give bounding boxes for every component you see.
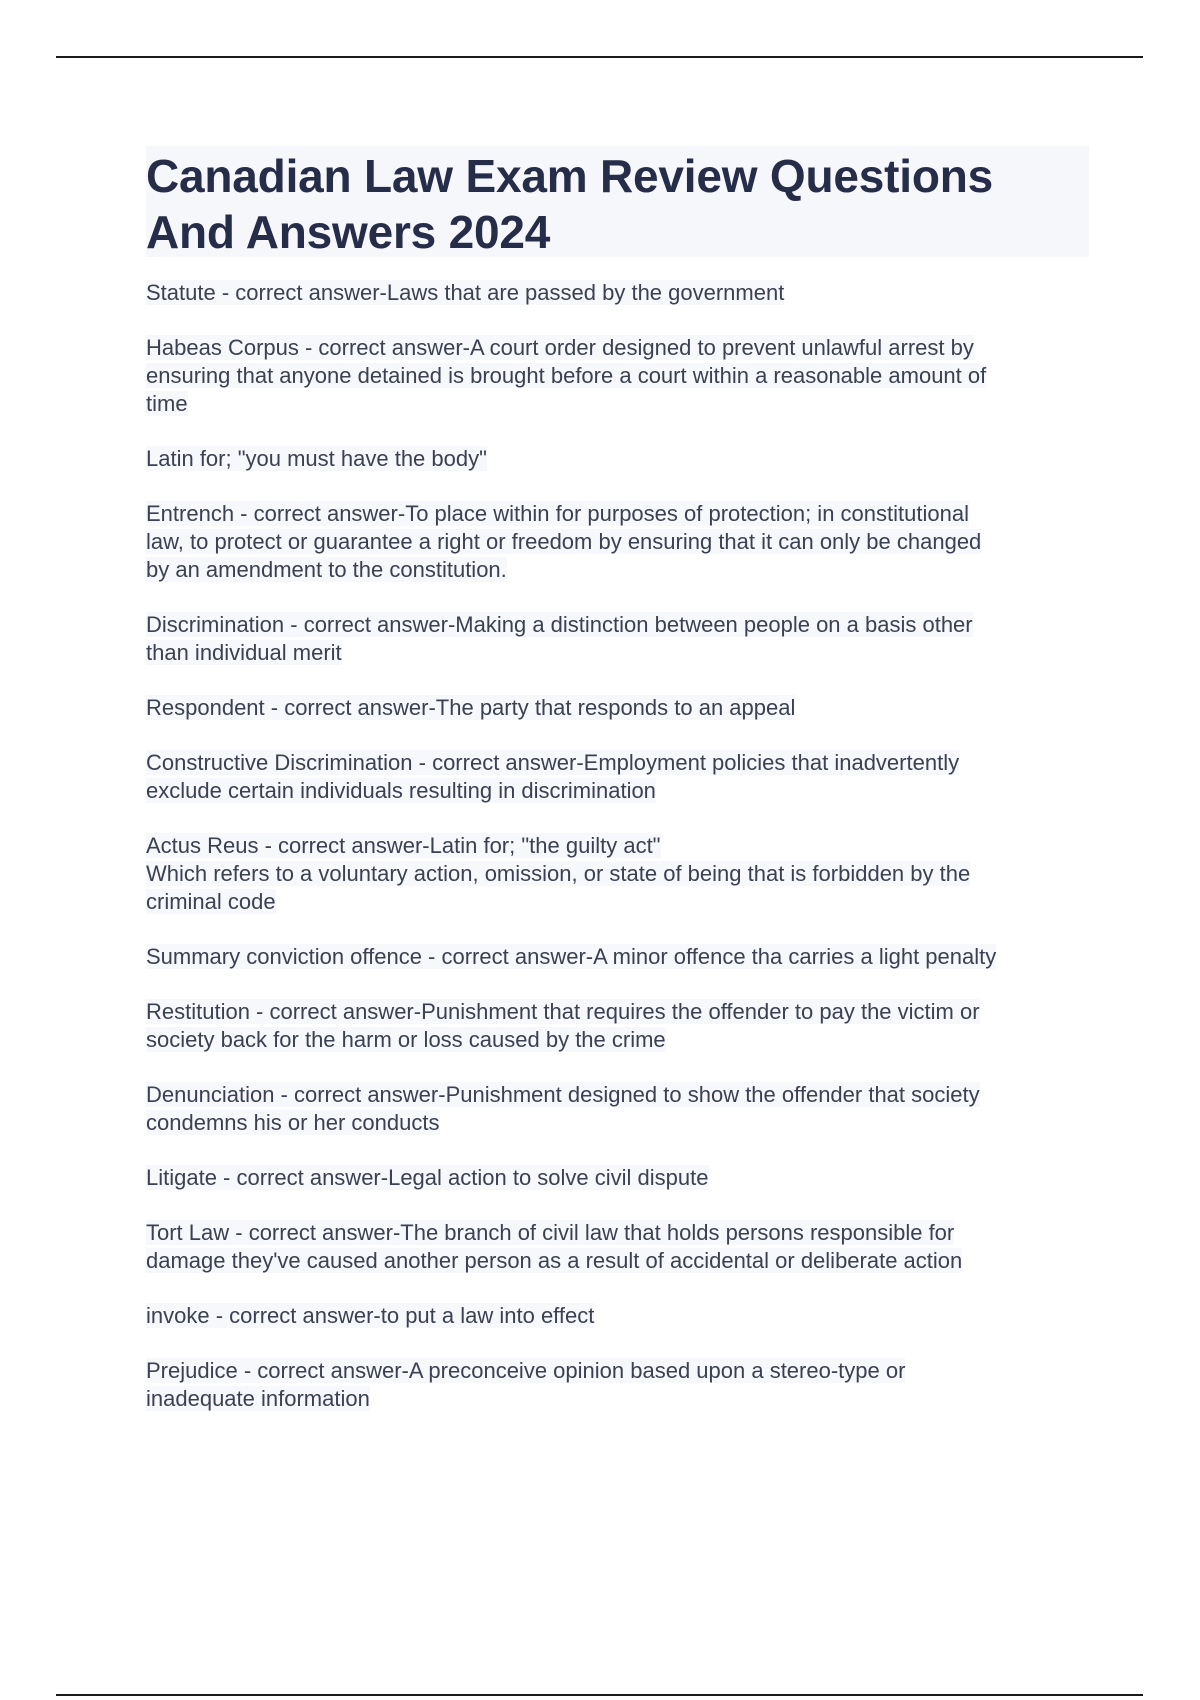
qa-list <box>146 279 1089 1413</box>
qa-entry-text: Latin for; "you must have the body" <box>146 446 487 471</box>
qa-entry <box>146 1357 1089 1413</box>
qa-entry <box>146 998 1089 1054</box>
qa-entry-line <box>146 279 1089 307</box>
qa-entry <box>146 749 1089 805</box>
qa-entry-line <box>146 1164 1089 1192</box>
qa-entry-text: Tort Law - correct answer-The branch of civil law that holds persons responsible for <box>146 1220 955 1245</box>
page-title <box>146 146 1089 260</box>
qa-entry-text: Summary conviction offence - correct answer-A minor offence tha carries a light penalty <box>146 944 997 969</box>
qa-entry-text: Denunciation - correct answer-Punishment designed to show the offender that society <box>146 1082 980 1107</box>
qa-entry-line <box>146 1026 1089 1054</box>
qa-entry-line <box>146 1081 1089 1109</box>
qa-entry-text: Which refers to a voluntary action, omission, or state of being that is forbidden by the <box>146 861 971 886</box>
qa-entry-line <box>146 777 1089 805</box>
document-body <box>146 146 1089 1440</box>
qa-entry-line <box>146 943 1089 971</box>
qa-entry-text: exclude certain individuals resulting in discrimination <box>146 778 656 803</box>
qa-entry-text: invoke - correct answer-to put a law into effect <box>146 1303 595 1328</box>
qa-entry-text: damage they've caused another person as a result of accidental or deliberate action <box>146 1248 963 1273</box>
qa-entry-text: inadequate information <box>146 1386 370 1411</box>
qa-entry-text: ensuring that anyone detained is brought before a court within a reasonable amount of <box>146 363 987 388</box>
qa-entry-line <box>146 1385 1089 1413</box>
qa-entry-line <box>146 888 1089 916</box>
footer-rule <box>56 1694 1143 1696</box>
qa-entry-line <box>146 445 1089 473</box>
qa-entry-line <box>146 1109 1089 1137</box>
qa-entry <box>146 445 1089 473</box>
qa-entry <box>146 611 1089 667</box>
qa-entry-line <box>146 639 1089 667</box>
qa-entry-line <box>146 390 1089 418</box>
title-block <box>146 146 1089 257</box>
qa-entry-text: Actus Reus - correct answer-Latin for; "the guilty act" <box>146 833 661 858</box>
qa-entry-text: Statute - correct answer-Laws that are passed by the government <box>146 280 785 305</box>
qa-entry-line <box>146 362 1089 390</box>
header-rule <box>56 56 1143 58</box>
qa-entry-line <box>146 694 1089 722</box>
qa-entry-text: Constructive Discrimination - correct answer-Employment policies that inadvertently <box>146 750 960 775</box>
qa-entry-line <box>146 1219 1089 1247</box>
qa-entry-text: Litigate - correct answer-Legal action to solve civil dispute <box>146 1165 709 1190</box>
qa-entry-line <box>146 998 1089 1026</box>
qa-entry-line <box>146 832 1089 860</box>
qa-entry <box>146 1219 1089 1275</box>
qa-entry <box>146 1164 1089 1192</box>
qa-entry-text: Respondent - correct answer-The party that responds to an appeal <box>146 695 796 720</box>
qa-entry-line <box>146 860 1089 888</box>
qa-entry-text: Habeas Corpus - correct answer-A court order designed to prevent unlawful arrest by <box>146 335 974 360</box>
qa-entry <box>146 832 1089 916</box>
qa-entry-line <box>146 611 1089 639</box>
qa-entry-text: criminal code <box>146 889 276 914</box>
qa-entry-text: time <box>146 391 188 416</box>
qa-entry-text: condemns his or her conducts <box>146 1110 440 1135</box>
qa-entry <box>146 500 1089 584</box>
qa-entry <box>146 1081 1089 1137</box>
qa-entry <box>146 694 1089 722</box>
page-title-line-2: And Answers 2024 <box>146 206 551 258</box>
qa-entry-text: Entrench - correct answer-To place within for purposes of protection; in constitutional <box>146 501 969 526</box>
qa-entry-line <box>146 749 1089 777</box>
qa-entry <box>146 279 1089 307</box>
qa-entry-line <box>146 556 1089 584</box>
qa-entry-line <box>146 500 1089 528</box>
qa-entry-line <box>146 334 1089 362</box>
qa-entry-text: society back for the harm or loss caused by the crime <box>146 1027 666 1052</box>
page-title-line-1: Canadian Law Exam Review Questions <box>146 150 994 202</box>
qa-entry-text: than individual merit <box>146 640 342 665</box>
qa-entry <box>146 334 1089 418</box>
qa-entry-line <box>146 528 1089 556</box>
qa-entry <box>146 943 1089 971</box>
qa-entry-text: Restitution - correct answer-Punishment that requires the offender to pay the victim or <box>146 999 980 1024</box>
qa-entry-line <box>146 1247 1089 1275</box>
qa-entry-line <box>146 1302 1089 1330</box>
qa-entry-text: by an amendment to the constitution. <box>146 557 507 582</box>
qa-entry-text: law, to protect or guarantee a right or freedom by ensuring that it can only be changed <box>146 529 982 554</box>
qa-entry-text: Discrimination - correct answer-Making a distinction between people on a basis other <box>146 612 973 637</box>
qa-entry-line <box>146 1357 1089 1385</box>
qa-entry-text: Prejudice - correct answer-A preconceive opinion based upon a stereo-type or <box>146 1358 906 1383</box>
qa-entry <box>146 1302 1089 1330</box>
